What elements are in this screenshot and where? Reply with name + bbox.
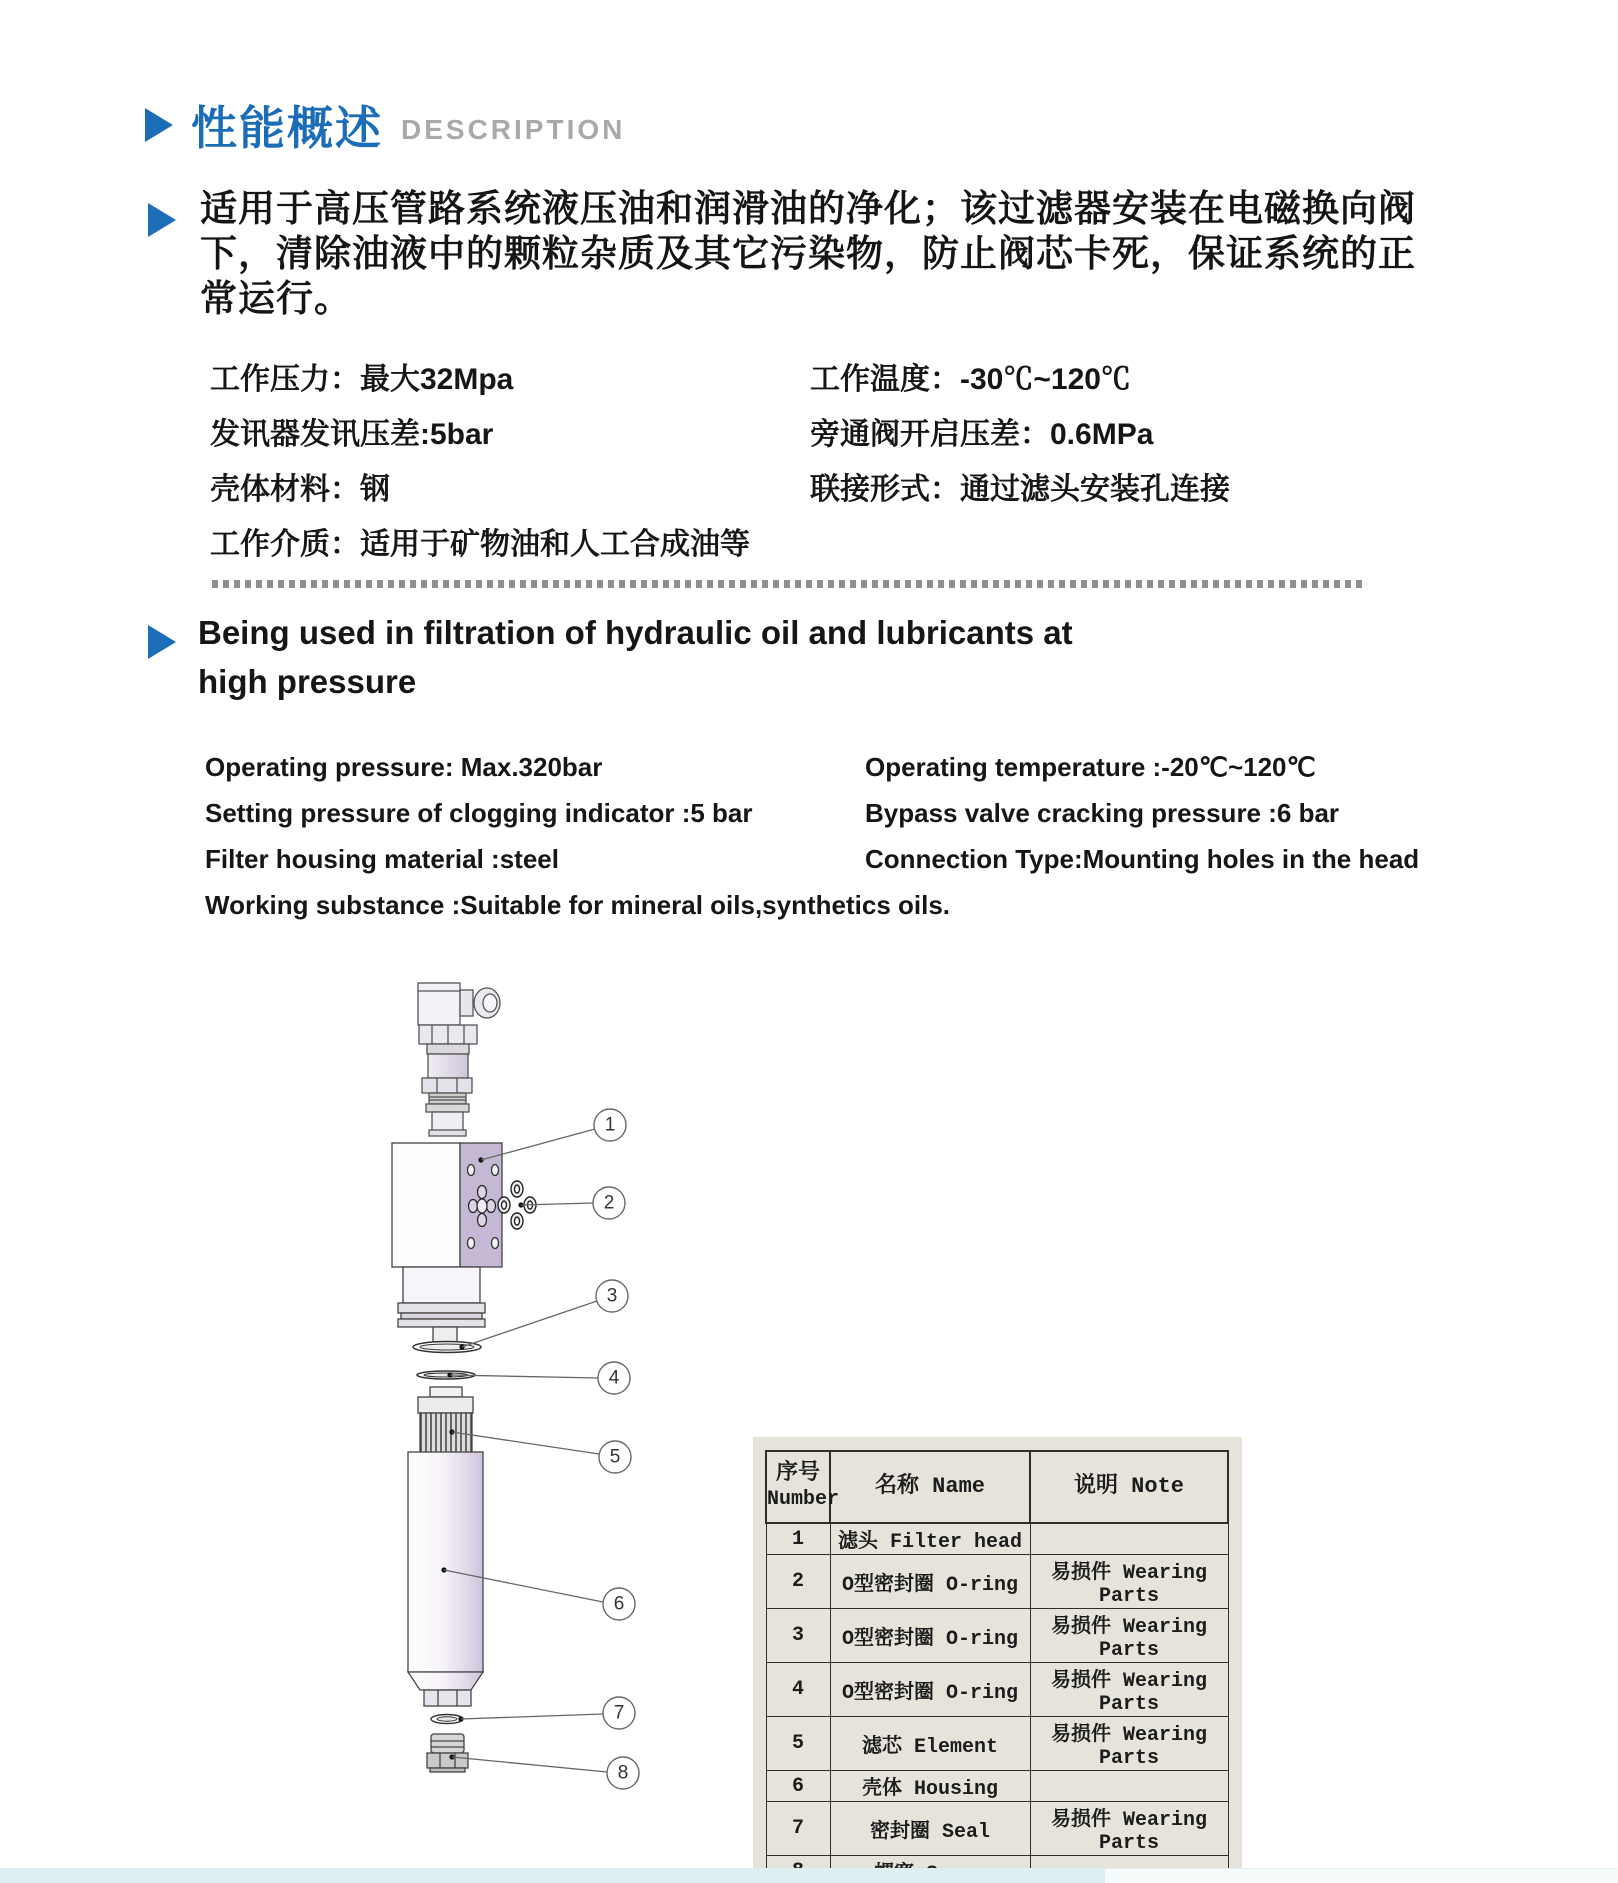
seal-drawing [431,1715,463,1724]
callout-5: 5 [609,1446,621,1468]
cell-number: 5 [766,1717,830,1771]
screw-plug-drawing [427,1734,468,1772]
table-row [766,1771,1228,1802]
spec-item: 发讯器发讯压差:5bar [210,418,494,451]
spec-item: Operating temperature :-20℃~120℃ [865,752,1316,782]
spec-item: Setting pressure of clogging indicator :5 bar [205,798,753,828]
cell-note: 易损件 Wearing Parts [1030,1717,1228,1771]
cell-name: O型密封圈 O-ring [830,1663,1030,1717]
parts-table [765,1450,1229,1883]
clogging-indicator-drawing [418,983,500,1136]
parts-table-header-row [766,1451,1228,1523]
cell-number: 6 [766,1771,830,1802]
cell-name: 密封圈 Seal [830,1802,1030,1856]
spec-item: 壳体材料：钢 [210,473,390,506]
header-number [766,1451,840,1523]
cell-note [1030,1523,1228,1555]
intro-line: 常运行。 [200,278,352,319]
spec-item: 旁通阀开启压差：0.6MPa [810,418,1154,451]
header-number-en: Number [767,1488,840,1511]
callout-6: 6 [613,1593,625,1615]
spec-item: Bypass valve cracking pressure :6 bar [865,798,1340,828]
parts-table-container [753,1437,1242,1883]
intro-line: 下，清除油液中的颗粒杂质及其它污染物，防止阀芯卡死，保证系统的正 [200,233,1416,274]
filter-head-drawing [392,1143,502,1267]
cell-number: 1 [766,1523,830,1555]
housing-drawing [408,1452,483,1706]
spec-item: Operating pressure: Max.320bar [205,752,603,782]
cell-name: 滤头 Filter head [830,1523,1030,1555]
table-row [766,1523,1228,1555]
filter-element-drawing [418,1387,473,1453]
spec-item: 工作介质：适用于矿物油和人工合成油等 [210,528,750,561]
o-ring-3-drawing [413,1342,481,1353]
callout-4: 4 [608,1367,620,1389]
cell-note: 易损件 Wearing Parts [1030,1663,1228,1717]
callout-8: 8 [617,1762,629,1784]
cell-name: 滤芯 Element [830,1717,1030,1771]
cell-number: 7 [766,1802,830,1856]
cell-note: 易损件 Wearing Parts [1030,1802,1228,1856]
cell-note: 易损件 Wearing Parts [1030,1555,1228,1609]
cell-name: 壳体 Housing [830,1771,1030,1802]
cell-name: O型密封圈 O-ring [830,1609,1030,1663]
cell-number: 4 [766,1663,830,1717]
spec-item: 工作温度：-30℃~120℃ [810,363,1131,396]
callout-3: 3 [606,1285,618,1307]
callout-1: 1 [604,1114,616,1136]
footer-strip-right [1105,1868,1618,1883]
table-row [766,1609,1228,1663]
spec-item: Connection Type:Mounting holes in the head [865,844,1420,874]
table-row [766,1555,1228,1609]
table-row [766,1717,1228,1771]
cell-name: O型密封圈 O-ring [830,1555,1030,1609]
section-title-cn: 性能概述 [191,102,383,154]
en-heading-line: high pressure [198,663,417,700]
cell-note [1030,1771,1228,1802]
header-name: 名称 Name [830,1451,1030,1523]
table-row [766,1802,1228,1856]
head-spigot-drawing [398,1267,485,1342]
spec-item: 工作压力：最大32Mpa [210,363,514,396]
header-note: 说明 Note [1030,1451,1228,1523]
spec-item: Working substance :Suitable for mineral oils,synthetics oils. [205,890,951,920]
callout-balloons [593,1109,639,1789]
footer-strip [0,1868,1105,1883]
callout-2: 2 [603,1192,615,1214]
callout-7: 7 [613,1702,625,1724]
intro-line: 适用于高压管路系统液压油和润滑油的净化；该过滤器安装在电磁换向阀 [200,188,1416,229]
en-heading-line: Being used in filtration of hydraulic oil and lubricants at [198,614,1073,651]
cell-note: 易损件 Wearing Parts [1030,1609,1228,1663]
spec-item: Filter housing material :steel [205,844,559,874]
spec-item: 联接形式：通过滤头安装孔连接 [810,473,1230,506]
table-row [766,1663,1228,1717]
section-title-en: DESCRIPTION [401,114,626,145]
cell-number: 2 [766,1555,830,1609]
header-number-cn: 序号 [775,1461,820,1486]
cell-number: 3 [766,1609,830,1663]
